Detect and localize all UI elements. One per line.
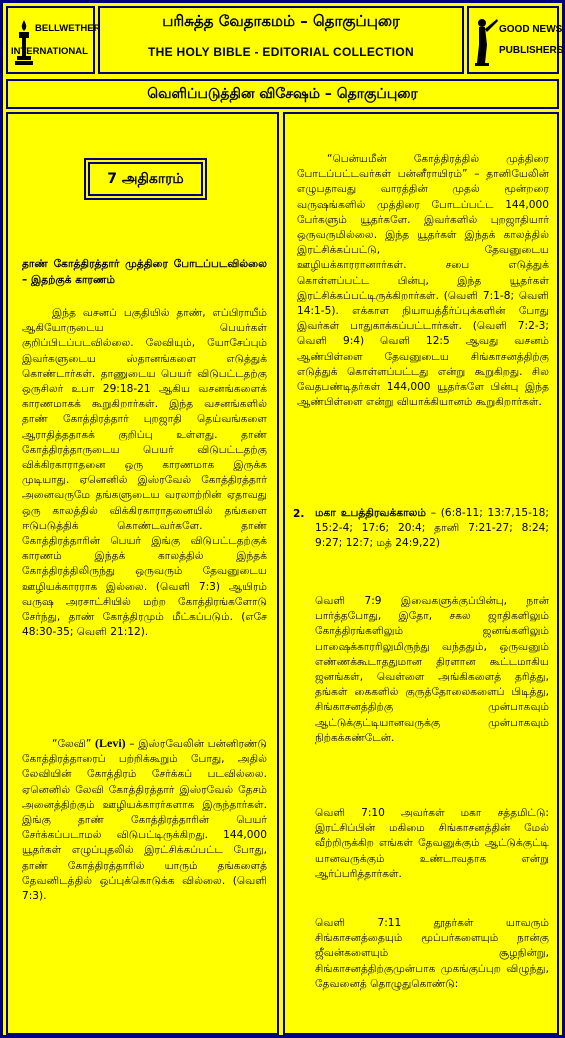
right-paragraph-4: வெளி 7:11 தூதர்கள் யாவரும் சிங்காசனத்தையும் மூப்பர்களையும் நான்கு ஜீவன்களையும் சூழநின்று, சிங்காசனத்திற்குமுன்பாக முகங்குப்புற விழுந்து, தேவனைத் தொழுதுகொண்டு: [315,917,549,990]
title-tamil: பரிசுத்த வேதாகமம் – தொகுப்புரை [162,12,400,30]
left-column [6,112,279,1035]
subtitle-bar: வெளிப்படுத்தின விசேஷம் – தொகுப்புரை [6,79,559,109]
section-2-title: மகா உபத்திரவக்காலம் [315,507,426,519]
section-2-heading [315,506,549,552]
levi-latin: (Levi) [95,736,126,750]
logo-left-line2: INTERNATIONAL [11,46,88,57]
logo-right-line2: PUBLISHERS [499,45,564,56]
section-2-number: 2. [293,508,305,520]
logo-right-line1: GOOD NEWS [499,24,563,35]
right-column [283,112,559,1035]
bellwether-logo-text [11,22,101,58]
good-news-logo-text [499,23,563,57]
header [3,3,562,76]
levi-text: – இஸ்ரவேலின் பன்னிரண்டு கோத்திரத்தாரைப் பற்றிக்கூறும் போது, அதில் லேவியின் கோத்திரம் சேர்க்கப் படவில்லை. ஏனெனில் லேவி கோத்திரத்தார் இஸ்ரவேல் தேசம் அனைத்திற்கும் ஊழியக்காரர்களாக இருந்தார்கள். இங்கு தாண் கோத்திரத்தாரின் பெயர் சேர்க்கப்படாமல் விடுபட்டிருக்கிறது. 144,000 யூதர்கள் எழுப்புதலில் இரட்சிக்கப்பட்ட போது, தாண் கோத்திரத்தாரில் யாரும் தங்களைத் தேவனிடத்தில் ஒப்புக்கொடுக்க வில்லை. (வெளி 7:3). [22,738,267,903]
trumpet-figure-icon [473,15,499,69]
bellwether-logo [6,6,101,74]
title-box [98,6,464,74]
section-heading: தாண் கோத்திரத்தார் முத்திரை போடப்படவில்லை – இதற்குக் காரணம் [22,258,267,286]
right-paragraph-2: வெளி 7:9 இவைகளுக்குப்பின்பு, நான் பார்த்தபோது, இதோ, சகல ஜாதிகளிலும் கோத்திரங்களிலும் ஜனங்களிலும் பாஷைக்காரரிலுமிருந்து வந்ததும், ஒருவனும் எண்ணக்கூடாததுமான திரளான கூட்டமாகிய ஜனங்கள், வெள்ளை அங்கிகளைத் தரித்து, தங்கள் கைகளில் குருத்தோலைகளைப் பிடித்து, சிங்காசனத்திற்கு முன்பாகவும் ஆட்டுக்குட்டியானவருக்கு முன்பாகவும் நிற்கக்கண்டேன். [315,595,549,744]
title-english: THE HOLY BIBLE - EDITORIAL COLLECTION [147,45,414,59]
left-paragraph-2 [22,736,267,904]
levi-quote: “லேவி” [52,738,95,750]
right-paragraph-3: வெளி 7:10 அவர்கள் மகா சத்தமிட்டு: இரட்சிப்பின் மகிமை சிங்காசனத்தின் மேல் வீற்றிருக்கிற எங்கள் தேவனுக்கும் ஆட்டுக்குட்டி யானவருக்கும் உண்டாவதாக என்று ஆர்ப்பரித்தார்கள். [315,807,549,880]
section-2-refs: – (6:8-11; 13:7,15-18; 15:2-4; 17:6; 20:4; தானி 7:21-27; 8:24; 9:27; 12:7; மத் 24:9,22) [315,507,549,550]
chapter-heading: 7 அதிகாரம் [88,162,203,196]
good-news-logo [467,6,564,74]
left-paragraph-1: இந்த வசனப் பகுதியில் தாண், எப்பிராயீம் ஆகியோருடைய பெயர்கள் குறிப்பிடப்படவில்லை. லேவியும், யோசேப்பும் இவர்களுடைய ஸ்தானங்களை எடுத்துக் கொண்டார்கள். தாணுடைய பெயர் விடுபட்டதற்கு ஒருசிலர் உபா 29:18-21 ஆகிய வசனங்களைக் காரணமாகக் கூறுகிறார்கள். இந்த வசனங்களில் தாண் கோத்திரத்தார் புறஜாதி தெய்வங்களை ஆராதித்ததாகக் குறிப்பு உள்ளது. தாண் கோத்திரத்தாருடைய பெயர் விடுபட்டதற்கு விக்கிரகாராதனை ஒரு காரணமாக இருக்க முடியாது. ஏனெனில் இஸ்ரவேல் கோத்திரத்தார் அனைவருமே தங்களுடைய வரலாற்றின் ஏதாவது ஒரு காலத்தில் விக்கிரகாராதனையில் தங்களை ஈடுபடுத்திக் கொண்டவர்களே. தாண் கோத்திரத்தாரின் பெயர் இங்கு விடுபட்டதற்குக் காரணம் இந்தக் காலத்தில் இந்தக் கோத்திரத்திலிருந்து ஒருவரும் தேவனுடைய ஊழியக்காரராக இல்லை. (வெளி 7:3) ஆயிரம் வருஷ அரசாட்சியில் மற்ற கோத்திரங்களோடு சேர்ந்து, தாண் கோத்திரமும் மீட்கப்படும். (எசே 48:30-35; வெளி 21:12). [22,307,267,639]
logo-left-line1: BELLWETHER [35,23,101,34]
right-paragraph-1: “பென்யமீன் கோத்திரத்தில் முத்திரை போடப்பட்டவர்கள் பன்னீராயிரம்” – தானியேலின் எழுபதாவது வாரத்தின் முதல் மூன்றரை வருஷங்களில் முத்திரை போடப்பட்ட 144,000 பேர்களும் யூதர்களே. இவர்களில் புறஜாதியார் ஒருவருமில்லை. இந்த யூதர்கள் இந்தக் காலத்தில் இரட்சிக்கப்பட்டு, தேவனுடைய ஊழியக்காரரானார்கள். சபை எடுத்துக் கொள்ளப்பட்ட பின்பு, இந்த யூதர்கள் இரட்சிக்கப்பட்டிருக்கிறார்கள். (வெளி 7:1-8; வெளி 14:1-5). எக்காள நியாயத்தீர்ப்புக்களின் போது இவர்கள் பாதுகாக்கப்பட்டார்கள். (வெளி 7:2-3; வெளி 9:4) வெளி 12:5 ஆவது வசனம் ஆண்பிள்ளை தேவனுடைய சிங்காசனத்திற்கு எடுத்துக் கொள்ளப்பட்டது என்று கூறுகிறது. சில வேதபண்டிதர்கள் 144,000 யூதர்களே பின்பு இந்த ஆண்பிள்ளை என்று வியாக்கியானம் கூறுகிறார்கள். [297,153,549,409]
lamp-icon [13,18,35,68]
